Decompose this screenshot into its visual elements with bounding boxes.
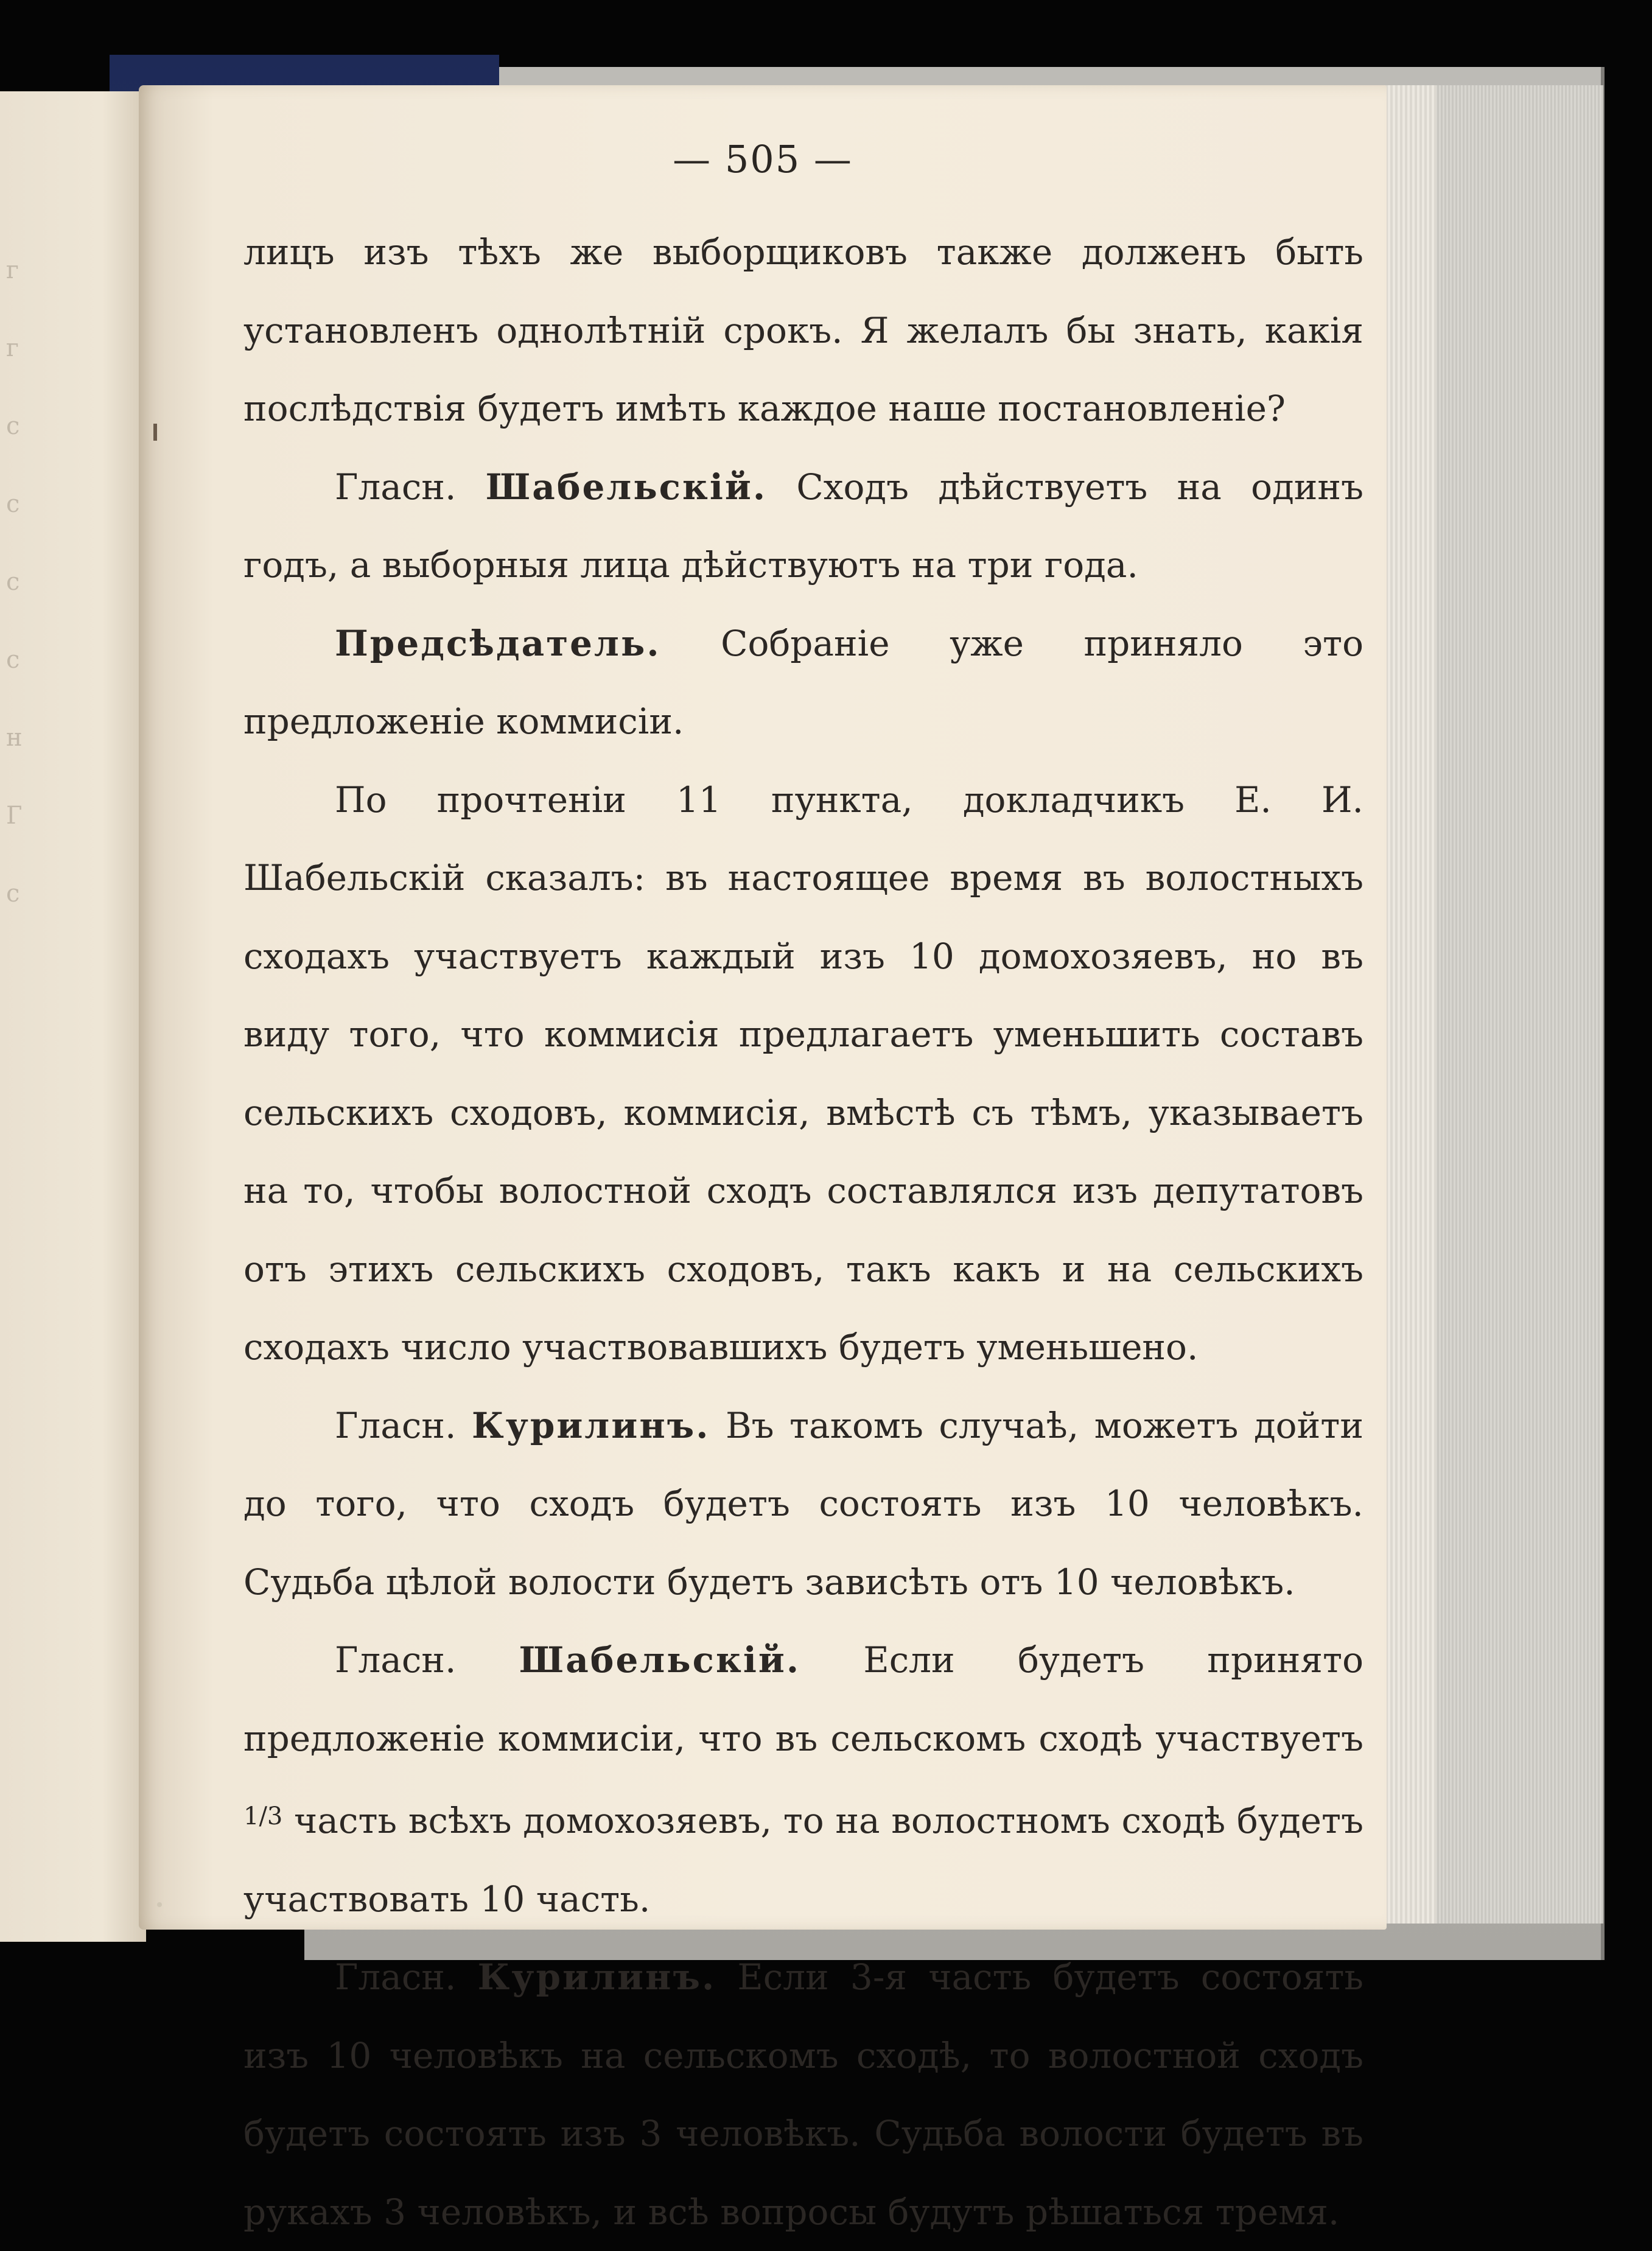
- paragraph: [243, 448, 1363, 604]
- paragraph-text: Гласн.: [335, 466, 486, 508]
- ghost-glyph: с: [6, 412, 20, 440]
- paragraph-text: Собраніе уже приняло это предложеніе коммисіи.: [243, 622, 1363, 742]
- page-number: — 505 —: [673, 137, 853, 181]
- paragraph-text: Гласн.: [335, 1404, 472, 1446]
- book-page: [139, 85, 1387, 2233]
- paragraph-text: По прочтеніи 11 пункта, докладчикъ Е. И. Шабельскій сказалъ: въ настоящее время въ волостныхъ сходахъ участвуетъ каждый изъ 10 домохозяевъ, но въ виду того, что коммисія предлагаетъ уменьшить составъ сельскихъ сходовъ, коммисія, вмѣстѣ съ тѣмъ, указываетъ на то, чтобы волостной сходъ составлялся изъ депутатовъ отъ этихъ сельскихъ сходовъ, такъ какъ и на сельскихъ сходахъ число участвовавшихъ будетъ уменьшено.: [243, 779, 1363, 1368]
- ghost-glyph: г: [6, 256, 19, 284]
- ghost-glyph: с: [6, 568, 20, 596]
- speaker-name: Шабельскій.: [485, 466, 768, 508]
- paragraph: [243, 1387, 1363, 1622]
- ghost-glyph: н: [6, 724, 23, 752]
- paragraph-text: Въ такомъ случаѣ, можетъ дойти до того, что сходъ будетъ состоять изъ 10 человѣкъ. Судьба цѣлой волости будетъ зависѣть отъ 10 человѣкъ.: [243, 1404, 1363, 1603]
- ghost-glyph: г: [6, 334, 19, 362]
- ghost-glyph: с: [6, 880, 20, 908]
- speaker-name: Предсѣдатель.: [335, 622, 661, 664]
- paragraph-text: лицъ изъ тѣхъ же выборщиковъ также долженъ быть установленъ однолѣтній срокъ. Я желалъ бы знать, какія послѣдствія будетъ имѣть каждое наше постановленіе?: [243, 231, 1363, 429]
- paragraph-text: Если будетъ принято предложеніе коммисіи, что въ сельскомъ сходѣ участвуетъ: [243, 1639, 1363, 1759]
- ghost-glyph: с: [6, 490, 20, 518]
- paragraph: [243, 1621, 1363, 1938]
- paragraph-text: Гласн.: [335, 1639, 519, 1681]
- paragraph-text: Если 3-я часть будетъ состоять изъ 10 человѣкъ на сельскомъ сходѣ, то волостной сходъ будетъ состоять изъ 3 человѣкъ. Судьба волости будетъ въ рукахъ 3 человѣкъ, и всѣ вопросы будутъ рѣшаться тремя.: [243, 1956, 1363, 2233]
- speaker-name: Курилинъ.: [471, 1404, 710, 1446]
- paragraph: [243, 213, 1363, 448]
- speaker-name: Шабельскій.: [519, 1639, 801, 1681]
- paragraph: [243, 604, 1363, 761]
- speaker-name: Курилинъ.: [477, 1956, 716, 1998]
- fraction: 1/3: [243, 1802, 283, 1830]
- page-speck: [157, 1902, 162, 1907]
- paragraph-text: часть всѣхъ домохозяевъ, то на волостномъ сходѣ будетъ участвовать 10 часть.: [243, 1800, 1363, 1920]
- left-page-bleed-text: [6, 231, 140, 933]
- left-facing-page: [0, 91, 146, 1942]
- margin-mark: [153, 424, 157, 441]
- ghost-glyph: Г: [6, 802, 23, 830]
- ghost-glyph: с: [6, 646, 20, 674]
- page-body-text: [243, 213, 1363, 2251]
- paragraph: [243, 761, 1363, 1387]
- paragraph: [243, 1938, 1363, 2251]
- paragraph-text: Сходъ дѣйствуетъ на одинъ годъ, а выборныя лица дѣйствуютъ на три года.: [243, 466, 1363, 586]
- paragraph-text: Гласн.: [335, 1956, 478, 1998]
